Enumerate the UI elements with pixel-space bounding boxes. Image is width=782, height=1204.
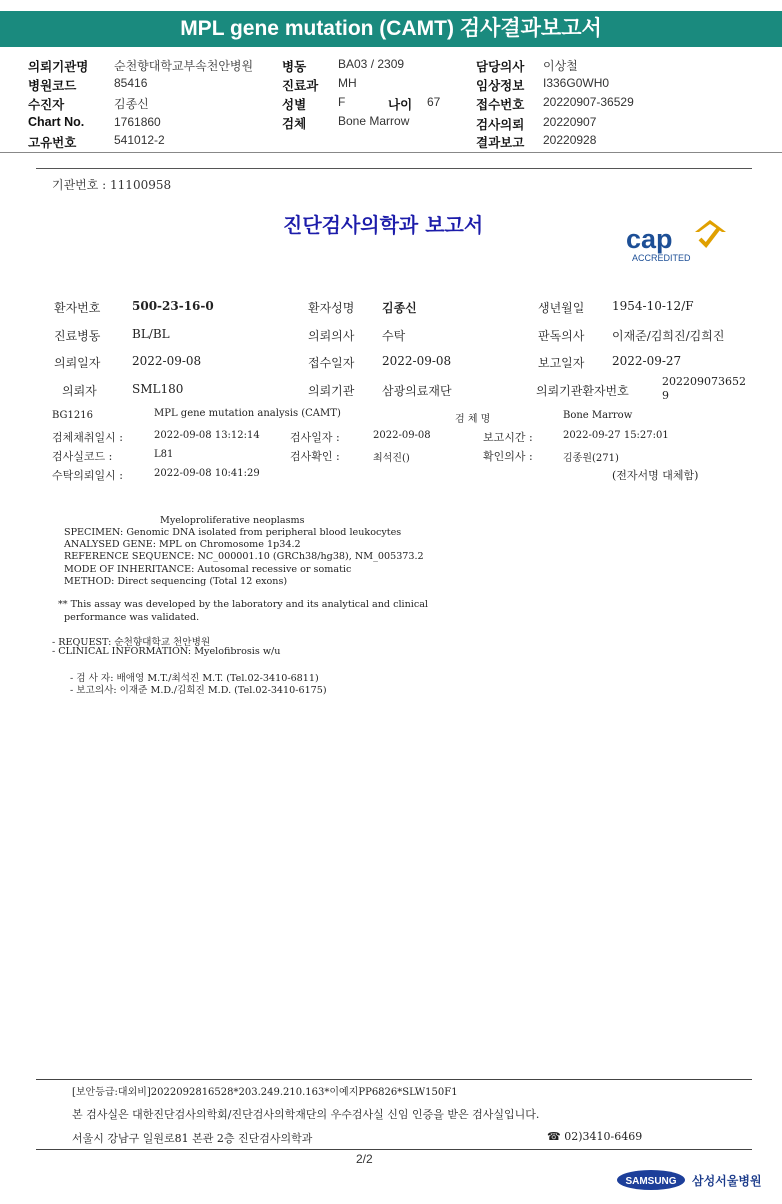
test-specimen-value: Bone Marrow [563, 410, 633, 421]
tester-line: - 검 사 자: 배애영 M.T./최석진 M.T. (Tel.02-3410-6811) [70, 673, 319, 684]
validation-note-2: performance was validated. [64, 612, 200, 623]
page-number: 2/2 [356, 1152, 373, 1166]
patient-no-value: 500-23-16-0 [132, 299, 214, 313]
analysed-gene-line: ANALYSED GENE: MPL on Chromosome 1p34.2 [64, 539, 301, 550]
test-code: BG1216 [52, 410, 93, 421]
inheritance-line: MODE OF INHERITANCE: Autosomal recessive or somatic [64, 564, 352, 575]
method-line: METHOD: Direct sequencing (Total 12 exons) [64, 576, 288, 587]
receipt-no-label: 접수번호 [476, 98, 525, 112]
test-date-value: 2022-09-08 [373, 430, 431, 441]
collect-time-value: 2022-09-08 13:12:14 [154, 430, 260, 441]
receipt-no-value: 20220907-36529 [543, 95, 634, 109]
patient-name-label: 환자성명 [308, 301, 355, 315]
confirm-doctor-value: 김종원(271) [563, 453, 619, 464]
hospital-code-value: 85416 [114, 76, 148, 90]
ward-row-label: 진료병동 [54, 329, 101, 343]
department-label: 진료과 [282, 79, 319, 93]
institution-patient-no-label: 의뢰기관환자번호 [536, 384, 629, 398]
lab-code-value: L81 [154, 449, 174, 460]
receipt-date-value: 2022-09-08 [382, 354, 452, 368]
address-line: 서울시 강남구 일원로81 본관 2층 진단검사의학과 [72, 1132, 313, 1145]
report-top-divider [36, 168, 752, 169]
footer-top-divider [36, 1079, 752, 1080]
chart-no-label: Chart No. [28, 115, 85, 129]
unique-no-label: 고유번호 [28, 136, 77, 150]
attending-doctor-value: 이상철 [543, 59, 578, 73]
referring-institution-label: 의뢰기관명 [28, 60, 89, 74]
department-value: MH [338, 76, 357, 90]
clinical-info-value: I336G0WH0 [543, 76, 610, 90]
reading-doctor-label: 판독의사 [538, 329, 585, 343]
hospital-code-label: 병원코드 [28, 79, 77, 93]
test-confirm-label: 검사확인 : [290, 450, 340, 463]
sex-value: F [338, 95, 346, 109]
clinical-info-label: 임상정보 [476, 79, 525, 93]
unique-no-value: 541012-2 [114, 133, 165, 147]
institution-patient-no-value: 202209073652 [662, 375, 746, 388]
consign-time-value: 2022-09-08 10:41:29 [154, 468, 260, 479]
test-name: MPL gene mutation analysis (CAMT) [154, 408, 341, 419]
test-date-label: 검사일자 : [290, 431, 340, 444]
collect-time-label: 검체채취일시 : [52, 431, 123, 444]
phone-line: ☎ 02)3410-6469 [547, 1130, 643, 1143]
cap-logo-text: cap [626, 224, 673, 254]
request-date-label: 검사의뢰 [476, 118, 525, 132]
ward-value: BA03 / 2309 [338, 57, 405, 71]
certification-line: 본 검사실은 대한진단검사의학회/진단검사의학재단의 우수검사실 신임 인증을 받은 검사실입니다. [72, 1108, 540, 1121]
report-date-value: 2022-09-27 [612, 354, 682, 368]
age-value: 67 [427, 95, 441, 109]
clinical-info-line: - CLINICAL INFORMATION: Myelofibrosis w/u [52, 646, 281, 657]
receipt-date-label: 접수일자 [308, 356, 355, 370]
referring-doctor-label: 의뢰의사 [308, 329, 355, 343]
consign-time-label: 수탁의뢰일시 : [52, 469, 123, 482]
cap-accredited-logo [622, 215, 732, 267]
security-line: [보안등급:대외비]2022092816528*203.249.210.163*이예지PP6826*SLW150F1 [72, 1087, 458, 1098]
cap-logo-subtext: ACCREDITED [632, 253, 691, 263]
referring-institution-row-label: 의뢰기관 [308, 384, 355, 398]
diagnosis: Myeloproliferative neoplasms [160, 515, 305, 526]
lab-code-label: 검사실코드 : [52, 450, 113, 463]
ward-row-value: BL/BL [132, 327, 170, 341]
age-label: 나이 [388, 98, 413, 112]
patient-label: 수진자 [28, 98, 65, 112]
patient-value: 김종신 [114, 97, 149, 111]
request-date-row-label: 의뢰일자 [54, 356, 101, 370]
report-time-value: 2022-09-27 15:27:01 [563, 430, 669, 441]
request-date-value: 20220907 [543, 115, 597, 129]
report-title: 진단검사의학과 보고서 [283, 213, 484, 237]
specimen-value: Bone Marrow [338, 114, 410, 128]
hospital-name: 삼성서울병원 [692, 1174, 762, 1188]
header-divider [0, 152, 782, 153]
birth-date-label: 생년월일 [538, 301, 585, 315]
footer-bottom-divider [36, 1149, 752, 1150]
test-confirm-value: 최석진() [373, 453, 410, 464]
test-specimen-label: 검 체 명 [455, 414, 491, 425]
samsung-logo [616, 1168, 686, 1192]
chart-no-value: 1761860 [114, 115, 161, 129]
report-time-label: 보고시간 : [483, 431, 533, 444]
patient-no-label: 환자번호 [54, 301, 101, 315]
reporter-line: - 보고의사: 이재준 M.D./김희진 M.D. (Tel.02-3410-6175) [70, 685, 327, 696]
result-date-label: 결과보고 [476, 136, 525, 150]
patient-name-value: 김종신 [382, 301, 417, 315]
referring-institution-row-value: 삼광의료재단 [382, 384, 452, 398]
institution-number: 기관번호 : 11100958 [52, 178, 172, 192]
confirm-doctor-label: 확인의사 : [483, 450, 533, 463]
institution-patient-no-value-2: 9 [662, 389, 669, 402]
validation-note-1: ** This assay was developed by the laboratory and its analytical and clinical [58, 599, 428, 610]
electronic-signature-note: (전자서명 대체함) [612, 469, 699, 482]
request-line: - REQUEST: 순천향대학교 천안병원 [52, 637, 211, 648]
reading-doctor-value: 이재준/김희진/김희진 [612, 329, 725, 343]
reference-sequence-line: REFERENCE SEQUENCE: NC_000001.10 (GRCh38/hg38), NM_005373.2 [64, 551, 424, 562]
sex-label: 성별 [282, 98, 307, 112]
referring-doctor-value: 수탁 [382, 329, 406, 343]
requester-value: SML180 [132, 382, 184, 396]
samsung-logo-text: SAMSUNG [625, 1176, 677, 1187]
report-date-label: 보고일자 [538, 356, 585, 370]
birth-date-value: 1954-10-12/F [612, 299, 694, 313]
result-date-value: 20220928 [543, 133, 597, 147]
page-title: MPL gene mutation (CAMT) 검사결과보고서 [0, 11, 782, 47]
requester-label: 의뢰자 [62, 384, 97, 398]
ward-label: 병동 [282, 60, 307, 74]
specimen-label: 검체 [282, 117, 307, 131]
request-date-row-value: 2022-09-08 [132, 354, 202, 368]
attending-doctor-label: 담당의사 [476, 60, 525, 74]
referring-institution-value: 순천향대학교부속천안병원 [114, 59, 254, 73]
specimen-line: SPECIMEN: Genomic DNA isolated from peripheral blood leukocytes [64, 527, 402, 538]
